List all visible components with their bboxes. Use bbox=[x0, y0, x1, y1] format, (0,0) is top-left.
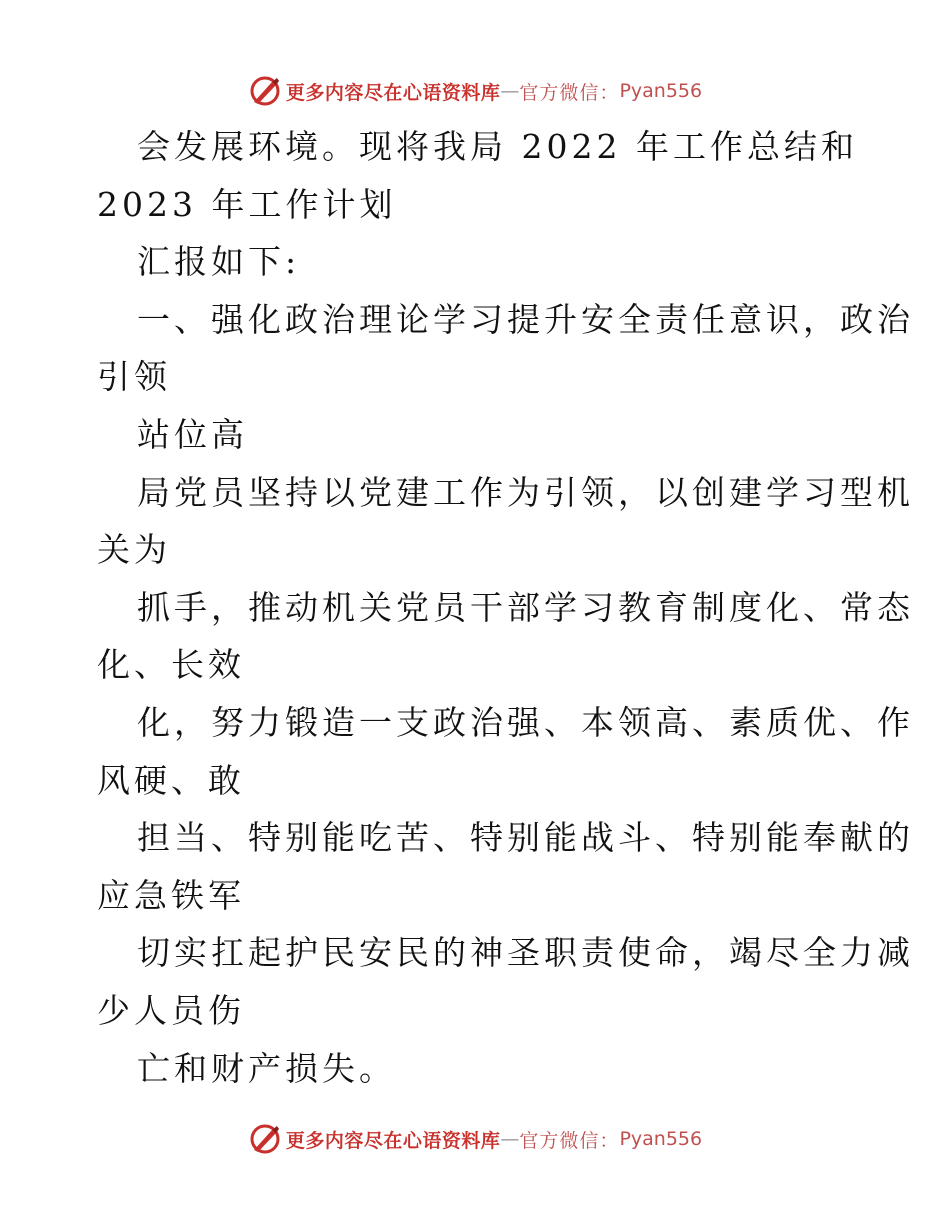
paragraph-line: 担当、特别能吃苦、特别能战斗、特别能奉献的 bbox=[137, 818, 914, 858]
paragraph-line: 应急铁军 bbox=[97, 875, 245, 915]
banner-main-text: 更多内容尽在心语资料库 bbox=[285, 1129, 501, 1152]
paragraph-line: 会发展环境。现将我局 2022 年工作总结和 bbox=[137, 127, 858, 166]
document-body bbox=[97, 118, 914, 1097]
banner-wechat-id: Pyan556 bbox=[619, 80, 703, 102]
header-watermark-banner bbox=[0, 71, 950, 111]
paragraph-line: 风硬、敢 bbox=[97, 760, 245, 800]
banner-main-text: 更多内容尽在心语资料库 bbox=[285, 81, 501, 104]
paragraph-line: 少人员伤 bbox=[97, 990, 245, 1030]
paragraph-line: 化、长效 bbox=[97, 645, 245, 685]
banner-dash: — bbox=[500, 80, 520, 102]
paragraph-line: 引领 bbox=[97, 357, 171, 397]
banner-wechat-label: 官方微信： bbox=[519, 81, 620, 104]
paragraph-line: 一、强化政治理论学习提升安全责任意识，政治 bbox=[137, 299, 914, 339]
banner-wechat-id: Pyan556 bbox=[619, 1128, 703, 1150]
banner-dash: — bbox=[500, 1128, 520, 1150]
pen-circle-icon bbox=[248, 1122, 282, 1156]
paragraph-line: 切实扛起护民安民的神圣职责使命，竭尽全力减 bbox=[137, 933, 914, 973]
paragraph-line: 2023 年工作计划 bbox=[97, 184, 397, 224]
footer-watermark-banner bbox=[0, 1119, 950, 1159]
paragraph-line: 化，努力锻造一支政治强、本领高、素质优、作 bbox=[137, 702, 914, 742]
paragraph-line: 站位高 bbox=[137, 414, 248, 454]
paragraph-line: 抓手，推动机关党员干部学习教育制度化、常态 bbox=[137, 587, 914, 627]
banner-wechat-label: 官方微信： bbox=[519, 1129, 620, 1152]
pen-circle-icon bbox=[248, 74, 282, 108]
paragraph-line: 局党员坚持以党建工作为引领，以创建学习型机 bbox=[137, 472, 914, 512]
paragraph-line: 亡和财产损失。 bbox=[137, 1048, 396, 1088]
paragraph-line: 汇报如下: bbox=[137, 242, 301, 282]
paragraph-line: 关为 bbox=[97, 530, 171, 570]
